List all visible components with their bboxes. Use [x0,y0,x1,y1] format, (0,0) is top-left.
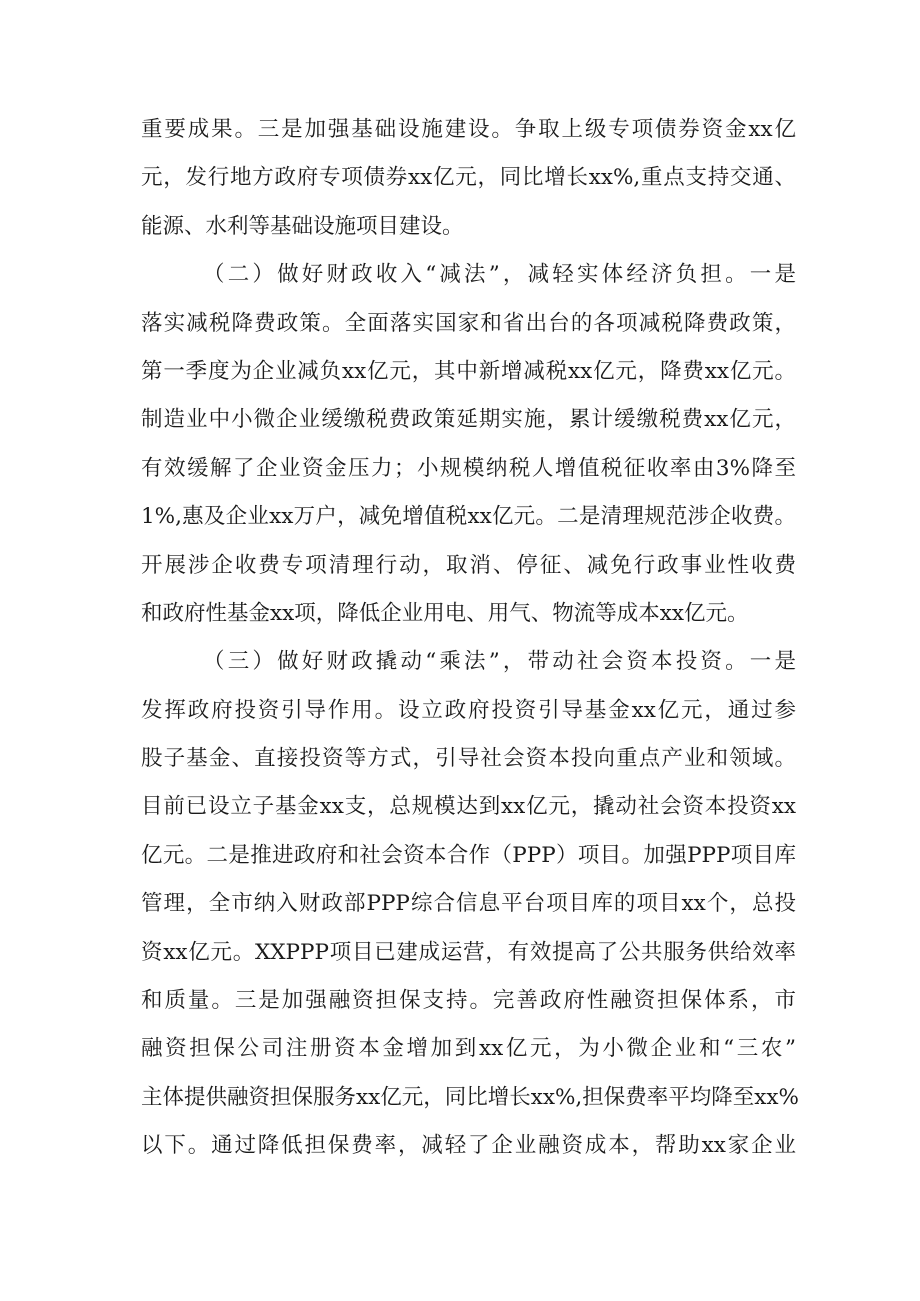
text-line-3: 能源、水利等基础设施项目建设。 [141,213,464,239]
section-heading-2: （二）做好财政收入“减法”，减轻实体经济负担。一是 [203,262,796,288]
text-line-5: 落实减税降费政策。全面落实国家和省出台的各项减税降费政策， [141,310,796,336]
text-line-14: 股子基金、直接投资等方式，引导社会资本投向重点产业和领域。 [141,746,796,772]
text-line-17: 管理，全市纳入财政部PPP综合信息平台项目库的项目xx个，总投 [141,891,796,917]
text-line-1: 重要成果。三是加强基础设施建设。争取上级专项债券资金xx亿 [141,117,796,142]
text-line-13: 发挥政府投资引导作用。设立政府投资引导基金xx亿元，通过参 [141,697,796,723]
text-line-8: 有效缓解了企业资金压力；小规模纳税人增值税征收率由3%降至 [141,455,796,481]
text-line-6: 第一季度为企业减负xx亿元，其中新增减税xx亿元，降费xx亿元。 [141,358,796,384]
text-line-10: 开展涉企收费专项清理行动，取消、停征、减免行政事业性收费 [141,552,796,578]
text-line-20: 融资担保公司注册资本金增加到xx亿元，为小微企业和“三农” [141,1036,796,1062]
body-text [141,106,799,1171]
text-line-9: 1%,惠及企业xx万户，减免增值税xx亿元。二是清理规范涉企收费。 [141,504,796,530]
section-heading-3: （三）做好财政撬动“乘法”，带动社会资本投资。一是 [203,649,796,675]
text-line-18: 资xx亿元。XXPPP项目已建成运营，有效提高了公共服务供给效率 [141,939,796,965]
text-line-16: 亿元。二是推进政府和社会资本合作（PPP）项目。加强PPP项目库 [141,842,796,868]
text-line-7: 制造业中小微企业缓缴税费政策延期实施，累计缓缴税费xx亿元， [141,407,796,433]
text-line-21: 主体提供融资担保服务xx亿元，同比增长xx%,担保费率平均降至xx% [141,1084,799,1110]
text-line-11: 和政府性基金xx项，降低企业用电、用气、物流等成本xx亿元。 [141,600,749,626]
text-line-19: 和质量。三是加强融资担保支持。完善政府性融资担保体系，市 [141,988,796,1014]
text-line-15: 目前已设立子基金xx支，总规模达到xx亿元，撬动社会资本投资xx [141,794,796,820]
text-line-22: 以下。通过降低担保费率，减轻了企业融资成本，帮助xx家企业 [141,1133,796,1159]
text-line-2: 元，发行地方政府专项债券xx亿元，同比增长xx%,重点支持交通、 [141,165,796,191]
